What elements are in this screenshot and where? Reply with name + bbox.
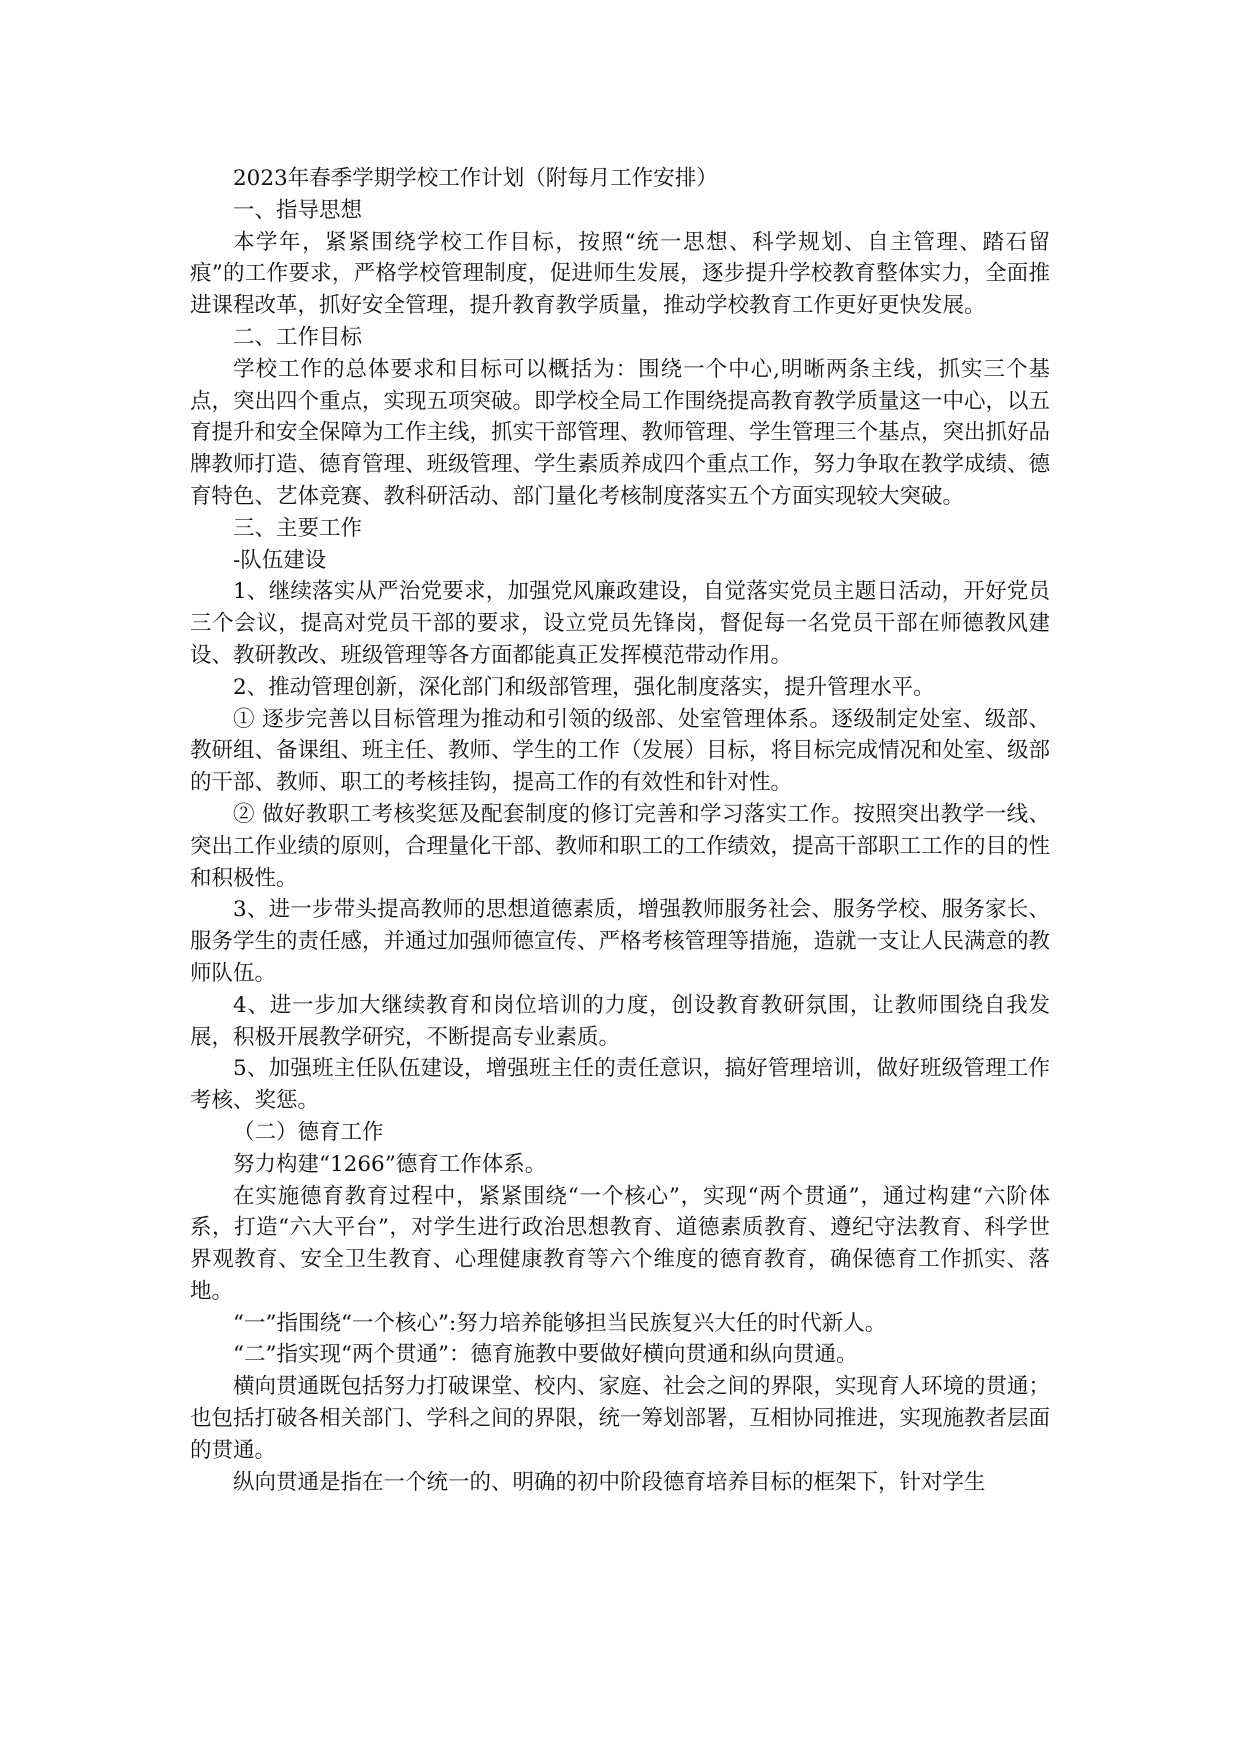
section-heading-guiding-ideology: 一、指导思想 bbox=[233, 197, 363, 223]
paragraph: 本学年，紧紧围绕学校工作目标，按照“统一思想、科学规划、自主管理、踏石留痕”的工作要求，严格学校管理制度，促进师生发展，逐步提升学校教育整体实力，全面推进课程改革，抓好安全管理，提升教育教学质量，推动学校教育工作更好更快发展。 bbox=[190, 229, 1050, 319]
document-title: 2023年春季学期学校工作计划（附每月工作安排） bbox=[233, 166, 718, 191]
subsection-heading-team-building: -队伍建设 bbox=[233, 547, 327, 573]
paragraph: 学校工作的总体要求和目标可以概括为：围绕一个中心,明晰两条主线，抓实三个基点，突出四个重点，实现五项突破。即学校全局工作围绕提高教育教学质量这一中心，以五育提升和安全保障为工作主线，抓实干部管理、教师管理、学生管理三个基点，突出抓好品牌教师打造、德育管理、班级管理、学生素质养成四个重点工作，努力争取在教学成绩、德育特色、艺体竞赛、教科研活动、部门量化考核制度落实五个方面实现较大突破。 bbox=[190, 356, 1051, 509]
paragraph: 横向贯通既包括努力打破课堂、校内、家庭、社会之间的界限，实现育人环境的贯通；也包括打破各相关部门、学科之间的界限，统一筹划部署，互相协同推进，实现施教者层面的贯通。 bbox=[190, 1374, 1051, 1463]
paragraph: “二”指实现“两个贯通”：德育施教中要做好横向贯通和纵向贯通。 bbox=[233, 1342, 858, 1368]
section-heading-main-work: 三、主要工作 bbox=[233, 515, 363, 541]
paragraph: 3、进一步带头提高教师的思想道德素质，增强教师服务社会、服务学校、服务家长、服务学生的责任感，并通过加强师德宣传、严格考核管理等措施，造就一支让人民满意的教师队伍。 bbox=[190, 897, 1051, 986]
paragraph: 纵向贯通是指在一个统一的、明确的初中阶段德育培养目标的框架下，针对学生 bbox=[233, 1469, 986, 1495]
document-page bbox=[190, 163, 1050, 1498]
paragraph: “一”指围绕“一个核心”:努力培养能够担当民族复兴大任的时代新人。 bbox=[233, 1310, 887, 1336]
paragraph: 1、继续落实从严治党要求，加强党风廉政建设，自觉落实党员主题日活动，开好党员三个会议，提高对党员干部的要求，设立党员先锋岗，督促每一名党员干部在师德教风建设、教研教改、班级管理等各方面都能真正发挥模范带动作用。 bbox=[190, 579, 1050, 668]
paragraph: 5、加强班主任队伍建设，增强班主任的责任意识，搞好管理培训，做好班级管理工作考核、奖惩。 bbox=[190, 1056, 1050, 1114]
paragraph: ② 做好教职工考核奖惩及配套制度的修订完善和学习落实工作。按照突出教学一线、突出工作业绩的原则，合理量化干部、教师和职工的工作绩效，提高干部职工工作的目的性和积极性。 bbox=[190, 801, 1051, 891]
paragraph: 努力构建“1266”德育工作体系。 bbox=[233, 1151, 547, 1177]
paragraph: 4、进一步加大继续教育和岗位培训的力度，创设教育教研氛围，让教师围绕自我发展，积极开展教学研究，不断提高专业素质。 bbox=[190, 992, 1050, 1050]
paragraph: 2、推动管理创新，深化部门和级部管理，强化制度落实，提升管理水平。 bbox=[233, 674, 935, 700]
section-heading-work-goals: 二、工作目标 bbox=[233, 324, 363, 350]
paragraph: ① 逐步完善以目标管理为推动和引领的级部、处室管理体系。逐级制定处室、级部、教研组、备课组、班主任、教师、学生的工作（发展）目标，将目标完成情况和处室、级部的干部、教师、职工的考核挂钩，提高工作的有效性和针对性。 bbox=[190, 706, 1051, 796]
paragraph: 在实施德育教育过程中，紧紧围绕“一个核心”，实现“两个贯通”，通过构建“六阶体系，打造“六大平台”，对学生进行政治思想教育、道德素质教育、遵纪守法教育、科学世界观教育、安全卫生教育、心理健康教育等六个维度的德育教育，确保德育工作抓实、落地。 bbox=[190, 1183, 1050, 1304]
subsection-heading-moral-education: （二）德育工作 bbox=[233, 1119, 384, 1145]
